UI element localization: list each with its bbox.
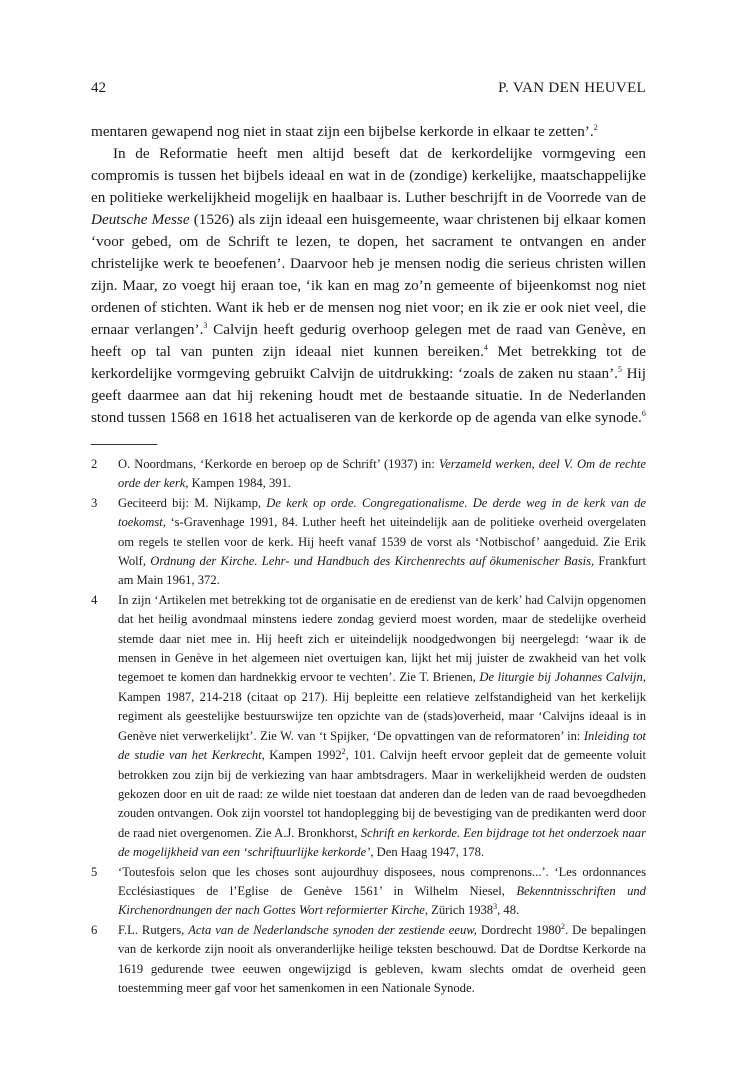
footnote-6: 6 F.L. Rutgers, Acta van de Nederlandsche synoden der zestiende eeuw, Dordrecht 1980$^2$. De bepalingen van de kerkorde zijn nooit als onveranderlijke heilige teksten beschouwd. Dat de Dordtse Kerkorde na 1619 gedurende twee eeuwen ongewijzigd is gebleven, kwam slechts omdat de overheid geen toestemming meer gaf voor het samenkomen in een Nationale Synode.: [91, 921, 646, 995]
footnotes: [91, 455, 646, 998]
footnote-ref-2: 2: [593, 122, 598, 132]
page-number: 42: [91, 80, 106, 96]
main-text: [91, 121, 646, 429]
paragraph-2: In de Reformatie heeft men altijd beseft dat de kerkordelijke vormgeving een compromis is tussen het bijbels ideaal en wat in de (zondige) kerkelijke, maatschappelijke en politieke werkelijkheid mogelijk en haalbaar is. Luther beschrijft in de Voorrede van de Deutsche Messe (1526) als zijn ideaal een huisgemeente, waar christenen bij elkaar komen ‘voor gebed, om de Schrift te lezen, te dopen, het sacrament te ontvangen en ander christelijke werk te beoefenen’. Daarvoor heb je mensen nodig die serieus christen willen zijn. Maar, zo voegt hij eraan toe, ‘ik kan en mag zo’n gemeente of bijeenkomst nog niet ordenen of stichten. Want ik heb er de mensen nog niet voor; en ik zie er ook niet veel, die ernaar verlangen’.$^3$ Calvijn heeft gedurig overhoop gelegen met de raad van Genève, en heeft op tal van punten zijn ideaal niet kunnen bereiken.$^4$ Met betrekking tot de kerkordelijke vormgeving gebruikt Calvijn de uitdrukking: ‘zoals de zaken nu staan’.$^5$ Hij geeft daarmee aan dat hij rekening houdt met de bestaande situatie. In de Nederlanden stond tussen 1568 en 1618 het actualiseren van de kerkorde op de agenda van elke synode.$^6$: [91, 145, 647, 426]
footnote-5: 5 ‘Toutesfois selon que les choses sont aujourdhuy disposees, nous comprenons...’. ‘Les ordonnances Ecclésiastiques de l’Eglise de Genève 1561’ in Wilhelm Niesel, Bekenntnisschriften und Kirchenordnungen der nach Gottes Wort reformierter Kirche, Zürich 1938$^3$, 48.: [91, 864, 646, 918]
footnote-ref-5: 5: [617, 364, 622, 374]
running-title: P. VAN DEN HEUVEL: [498, 80, 646, 96]
footnote-3: 3 Geciteerd bij: M. Nijkamp, De kerk op orde. Congregationalisme. De derde weg in de kerk van de toekomst, ‘s-Gravenhage 1991, 84. Luther heeft het uiteindelijk aan de politieke overheid overgelaten om regels te stellen voor de kerk. Hij heeft vanaf 1539 de vorst als ‘Notbischof’ aangeduid. Zie Erik Wolf, Ordnung der Kirche. Lehr- und Handbuch des Kirchenrechts auf ökumenischer Basis, Frankfurt am Main 1961, 372.: [91, 495, 646, 588]
running-header: [91, 80, 646, 100]
footnote-4: 4 In zijn ‘Artikelen met betrekking tot de organisatie en de eredienst van de kerk’ had Calvijn opgenomen dat het heilig avondmaal minstens iedere zondag gevierd moest worden, maar de stedelijke overheid stemde daar niet mee in. Hij heeft zich er uiteindelijk noodgedwongen bij neergelegd: ‘waar ik de mensen in Genève in het algemeen niet overtuigen kan, lijkt het mij juister de zwakheid van het volk tegemoet te komen dan hardnekkig ervoor te vechten’. Zie T. Brienen, De liturgie bij Johannes Calvijn, Kampen 1987, 214-218 (citaat op 217). Hij bepleitte een relatieve zelfstandigheid van het kerkelijk regiment als geestelijke bestuurswijze ten opzichte van de (stads)overheid, maar ‘Calvijns ideaal is in Genève niet verwerkelijkt’. Zie W. van ‘t Spijker, ‘De opvattingen van de reformatoren’ in: Inleiding tot de studie van het Kerkrecht, Kampen 1992$^2$, 101. Calvijn heeft ervoor gepleit dat de gemeente voluit betrokken zou zijn bij de verkiezing van haar ambtsdragers. Maar in werkelijkheid werden de oudsten gekozen door en uit de raad: ze wilde niet toestaan dat anderen dan de leden van de raad bevoegdheden zouden ontvangen. Ook zijn voorstel tot handoplegging bij de bevestiging van de predikanten werd door de raad niet overgenomen. Zie A.J. Bronkhorst, Schrift en kerkorde. Een bijdrage tot het onderzoek naar de mogelijkheid van een ‘schriftuurlijke kerkorde’, Den Haag 1947, 178.: [91, 592, 647, 860]
paragraph-1: mentaren gewapend nog niet in staat zijn een bijbelse kerkorde in elkaar te zetten’.$^2$: [91, 122, 598, 140]
footnote-2: 2 O. Noordmans, ‘Kerkorde en beroep op de Schrift’ (1937) in: Verzameld werken, deel V. Om de rechte orde der kerk, Kampen 1984, 391.: [91, 457, 647, 491]
footnote-ref-3: 3: [203, 320, 208, 330]
footnote-separator: [91, 444, 157, 445]
footnote-ref-6: 6: [641, 408, 646, 418]
footnote-ref-4: 4: [483, 342, 488, 352]
